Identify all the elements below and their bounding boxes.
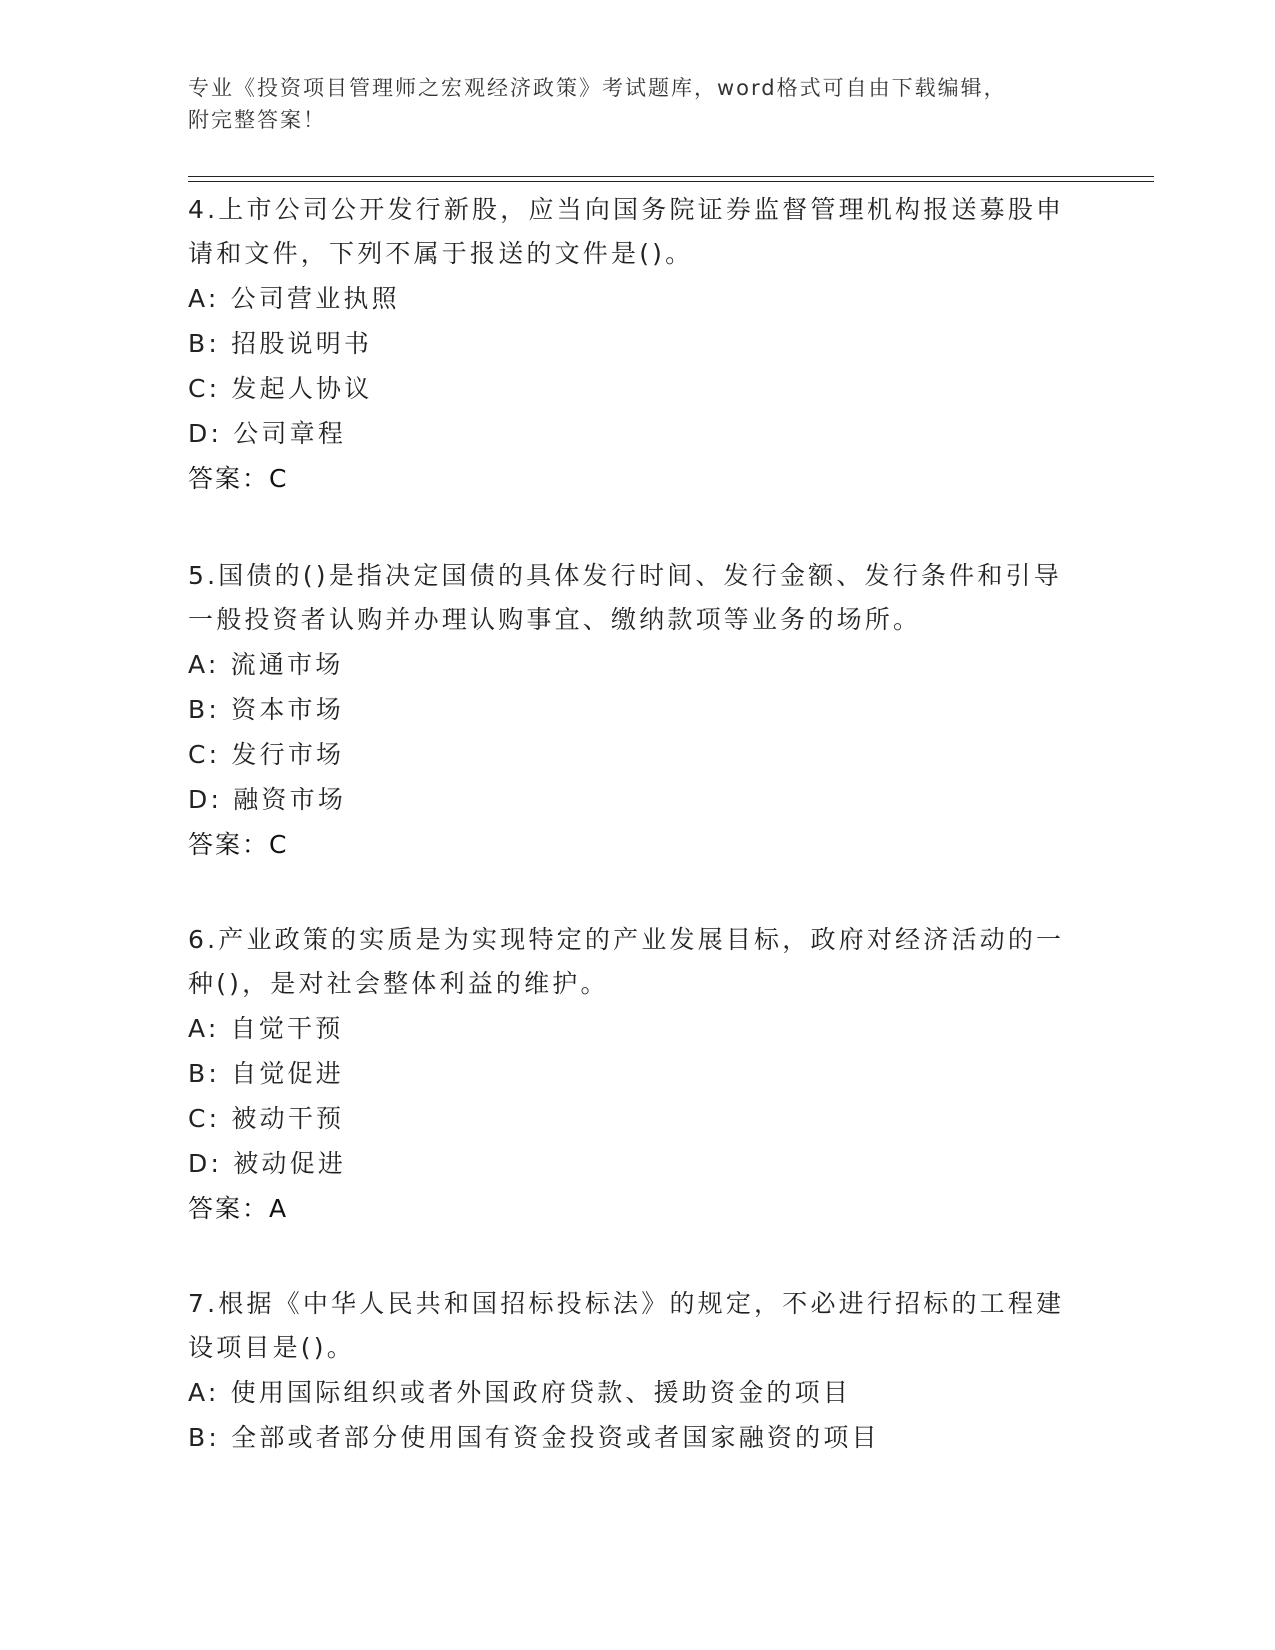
answer: 答案：C (188, 464, 289, 493)
option-c: C: 被动干预 (188, 1104, 345, 1133)
option-a: A: 使用国际组织或者外国政府贷款、援助资金的项目 (188, 1378, 852, 1407)
question-stem: 7.根据《中华人民共和国招标投标法》的规定，不必进行招标的工程建设项目是()。 (188, 1289, 1065, 1362)
header-line-2: 附完整答案！ (188, 108, 326, 132)
option-b: B: 全部或者部分使用国有资金投资或者国家融资的项目 (188, 1423, 880, 1452)
option-b: B: 招股说明书 (188, 329, 373, 358)
option-a: A: 自觉干预 (188, 1014, 344, 1043)
header-line-1: 专业《投资项目管理师之宏观经济政策》考试题库，word格式可自由下载编辑， (188, 76, 1007, 100)
option-c: C: 发行市场 (188, 740, 345, 769)
question-stem: 6.产业政策的实质是为实现特定的产业发展目标，政府对经济活动的一种()，是对社会整体利益的维护。 (188, 925, 1065, 998)
option-a: A: 流通市场 (188, 650, 344, 679)
header-divider-bottom (188, 181, 1154, 182)
question-stem: 5.国债的()是指决定国债的具体发行时间、发行金额、发行条件和引导一般投资者认购并办理认购事宜、缴纳款项等业务的场所。 (188, 561, 1062, 634)
option-a: A: 公司营业执照 (188, 284, 400, 313)
answer: 答案：A (188, 1194, 289, 1223)
question-5 (188, 554, 1068, 867)
option-d: D: 融资市场 (188, 785, 347, 814)
option-d: D: 公司章程 (188, 419, 347, 448)
option-c: C: 发起人协议 (188, 374, 373, 403)
answer: 答案：C (188, 830, 289, 859)
question-7 (188, 1282, 1068, 1460)
question-4 (188, 188, 1068, 501)
question-stem: 4.上市公司公开发行新股，应当向国务院证券监督管理机构报送募股申请和文件，下列不属于报送的文件是()。 (188, 195, 1065, 268)
option-b: B: 资本市场 (188, 695, 344, 724)
header-divider-top (188, 176, 1154, 177)
option-b: B: 自觉促进 (188, 1059, 344, 1088)
document-header (188, 72, 1088, 136)
option-d: D: 被动促进 (188, 1149, 347, 1178)
question-6 (188, 918, 1068, 1231)
